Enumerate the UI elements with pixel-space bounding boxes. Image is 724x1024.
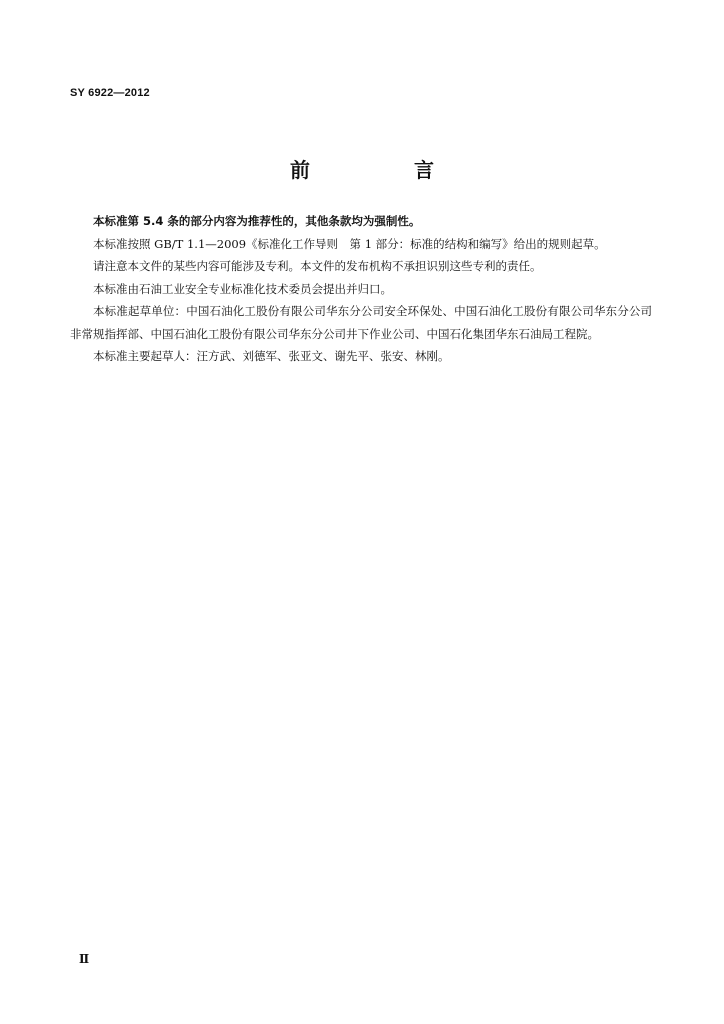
page-number: Ⅱ [79, 952, 90, 966]
paragraph-drafting-rules: 本标准按照 GB/T 1.1—2009《标准化工作导则 第 1 部分：标准的结构和编写》给出的规则起草。 [93, 236, 606, 251]
paragraph-normative-statement: 本标准第 5.4 条的部分内容为推荐性的，其他条款均为强制性。 [93, 214, 421, 228]
standard-code: SY 6922—2012 [70, 87, 150, 99]
foreword-body [70, 210, 652, 368]
paragraph-patent-notice: 请注意本文件的某些内容可能涉及专利。本文件的发布机构不承担识别这些专利的责任。 [93, 259, 542, 273]
paragraph-drafters: 本标准主要起草人：汪方武、刘德军、张亚文、谢先平、张安、林刚。 [93, 349, 450, 363]
paragraph-drafting-units: 本标准起草单位：中国石油化工股份有限公司华东分公司安全环保处、中国石油化工股份有限公司华东分公司非常规指挥部、中国石油化工股份有限公司华东分公司井下作业公司、中国石化集团华东石油局工程院。 [70, 304, 652, 341]
paragraph-proposer: 本标准由石油工业安全专业标准化技术委员会提出并归口。 [93, 281, 392, 296]
page-title: 前 言 [290, 158, 476, 182]
